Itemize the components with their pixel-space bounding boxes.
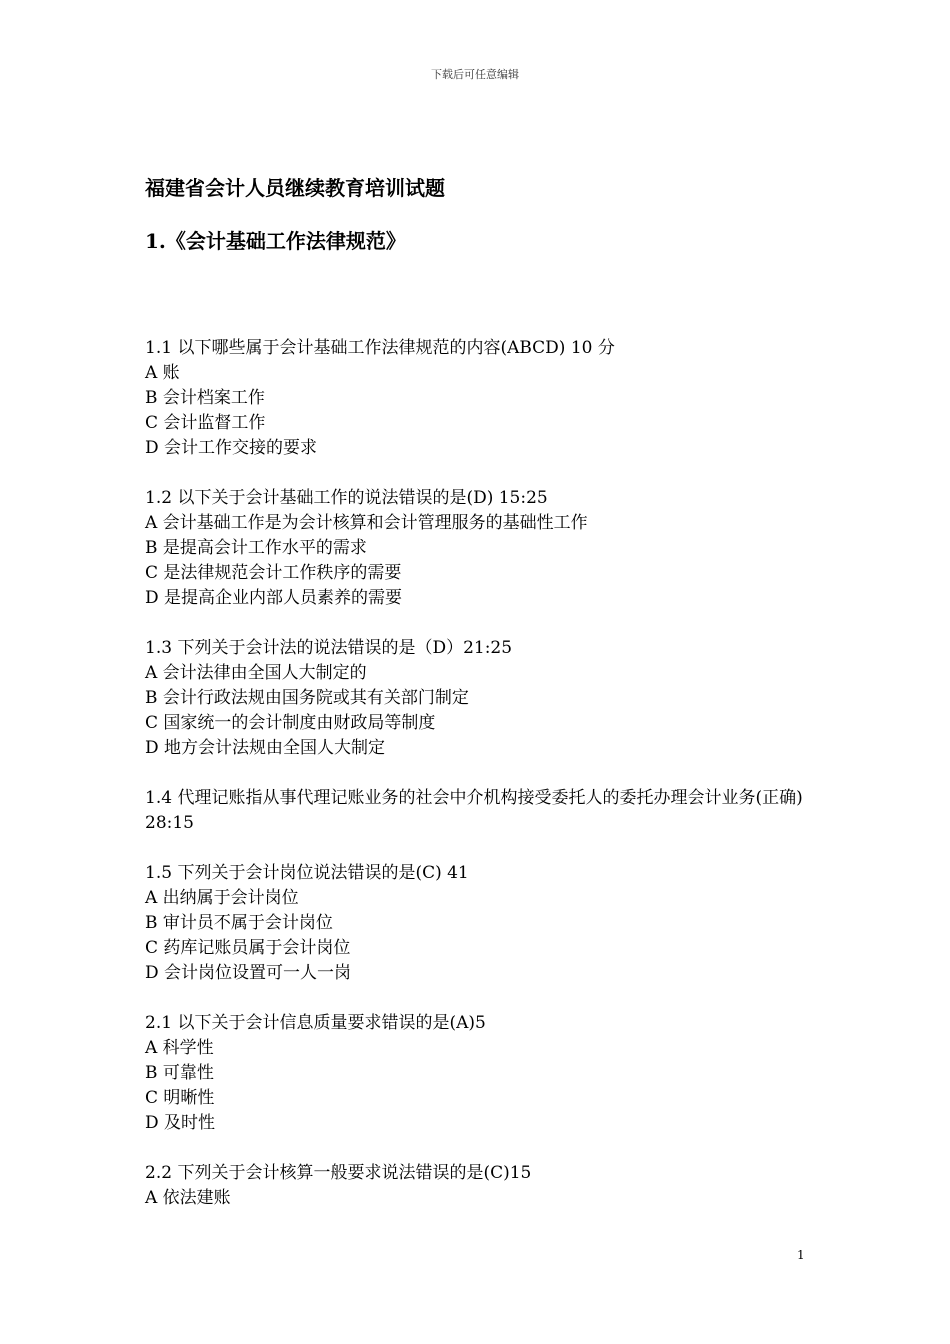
- question-option: D 会计工作交接的要求: [145, 438, 318, 458]
- question-option: B 会计行政法规由国务院或其有关部门制定: [145, 688, 469, 708]
- question-option: D 地方会计法规由全国人大制定: [145, 738, 386, 758]
- question-option: D 是提高企业内部人员素养的需要: [145, 588, 403, 608]
- question-option: C 国家统一的会计制度由财政局等制度: [145, 713, 436, 733]
- question-list: [145, 336, 825, 1236]
- question-option: A 科学性: [145, 1038, 214, 1058]
- question-option: A 出纳属于会计岗位: [145, 888, 299, 908]
- section-title: 1.《会计基础工作法律规范》: [145, 229, 406, 253]
- question-option: C 会计监督工作: [145, 413, 266, 433]
- question-option: B 审计员不属于会计岗位: [145, 913, 333, 933]
- question-block: [145, 486, 825, 611]
- question-block: [145, 1161, 825, 1211]
- question-block: [145, 861, 825, 986]
- question-option: A 账: [145, 363, 180, 383]
- question-stem: 1.3 下列关于会计法的说法错误的是（D）21:25: [145, 638, 513, 658]
- question-block: [145, 1011, 825, 1136]
- header-note: 下载后可任意编辑: [431, 68, 519, 81]
- question-option: D 及时性: [145, 1113, 216, 1133]
- question-option: C 药库记账员属于会计岗位: [145, 938, 351, 958]
- question-stem: 1.1 以下哪些属于会计基础工作法律规范的内容(ABCD) 10 分: [145, 338, 615, 358]
- question-option: A 会计法律由全国人大制定的: [145, 663, 367, 683]
- question-block: [145, 336, 825, 461]
- question-option: B 可靠性: [145, 1063, 214, 1083]
- question-stem: 2.1 以下关于会计信息质量要求错误的是(A)5: [145, 1013, 486, 1033]
- question-stem: 2.2 下列关于会计核算一般要求说法错误的是(C)15: [145, 1163, 532, 1183]
- question-block: [145, 786, 825, 836]
- question-option: D 会计岗位设置可一人一岗: [145, 963, 352, 983]
- question-option: B 是提高会计工作水平的需求: [145, 538, 367, 558]
- question-option: A 会计基础工作是为会计核算和会计管理服务的基础性工作: [145, 513, 588, 533]
- question-option: C 是法律规范会计工作秩序的需要: [145, 563, 402, 583]
- question-option: B 会计档案工作: [145, 388, 265, 408]
- page-number: 1: [797, 1248, 805, 1262]
- question-stem: 1.5 下列关于会计岗位说法错误的是(C) 41: [145, 863, 469, 883]
- question-option: C 明晰性: [145, 1088, 215, 1108]
- document-title: 福建省会计人员继续教育培训试题: [145, 176, 445, 200]
- question-stem: 1.4 代理记账指从事代理记账业务的社会中介机构接受委托人的委托办理会计业务(正确) 28:15: [145, 788, 803, 833]
- question-stem: 1.2 以下关于会计基础工作的说法错误的是(D) 15:25: [145, 488, 548, 508]
- question-option: A 依法建账: [145, 1188, 231, 1208]
- question-block: [145, 636, 825, 761]
